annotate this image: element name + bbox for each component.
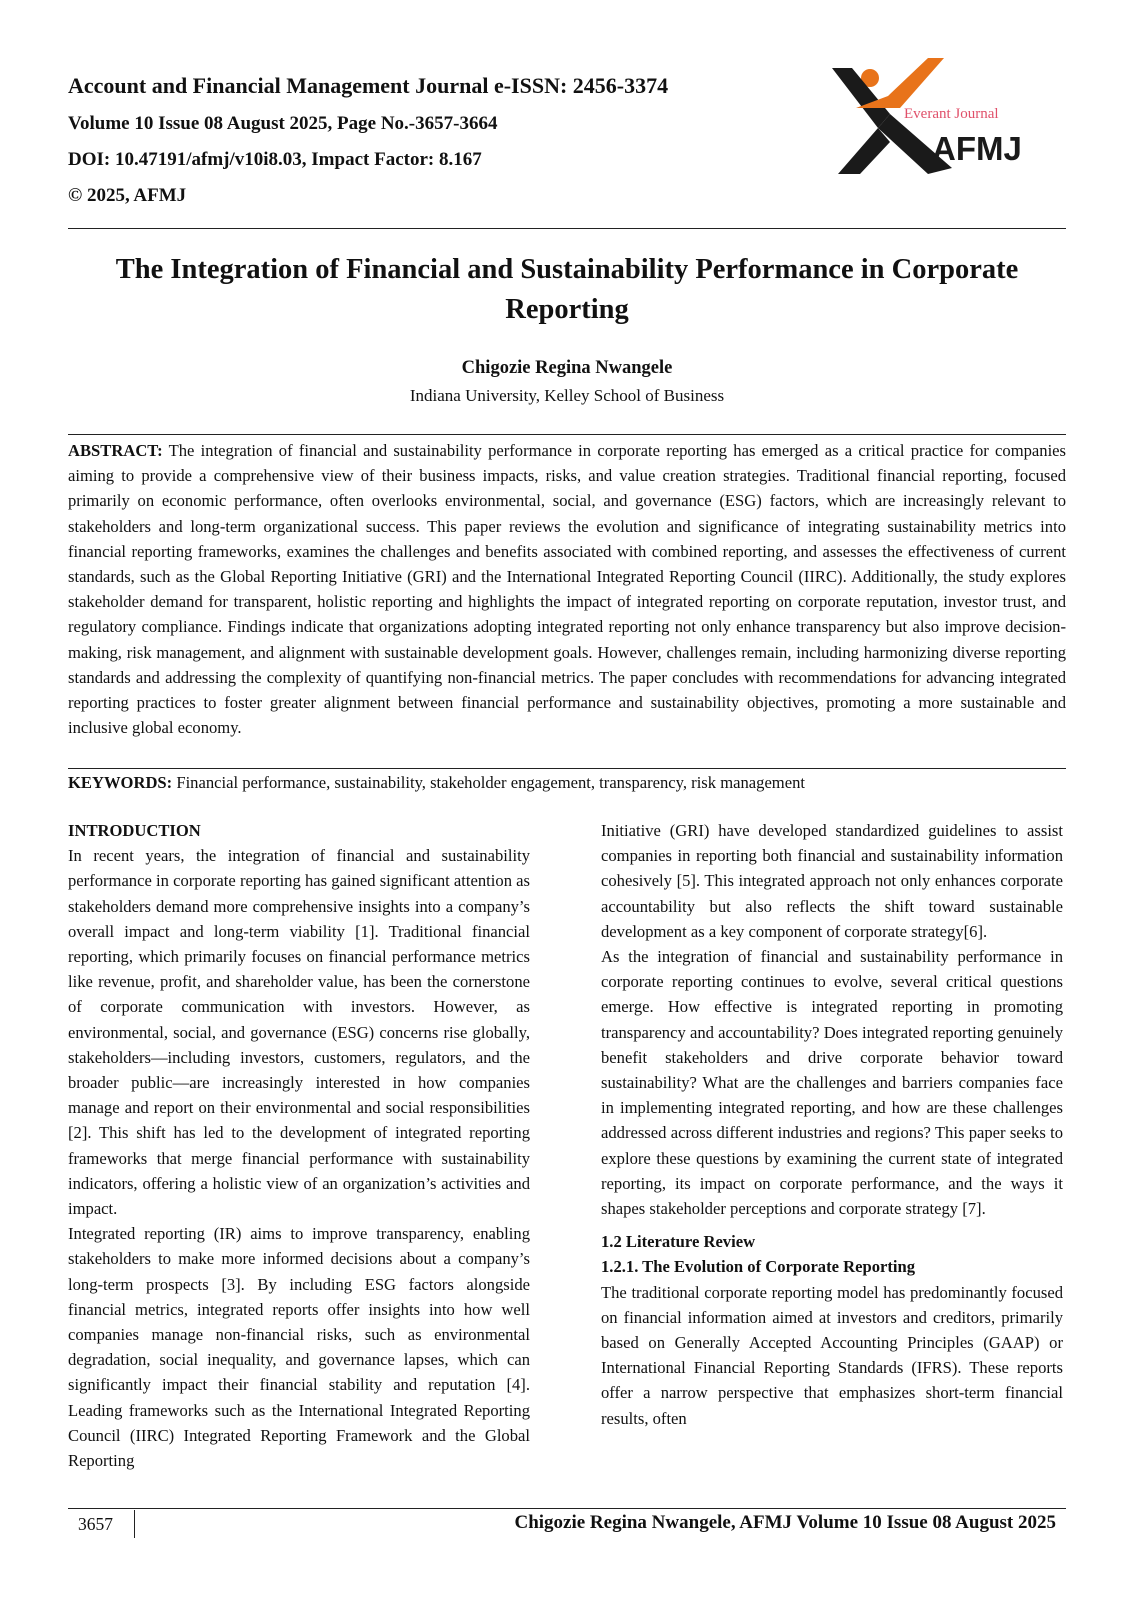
paper-title: The Integration of Financial and Sustainability Performance in Corporate Reporting	[115, 254, 1019, 325]
lit-paragraph-1: The traditional corporate reporting model has predominantly focused on financial information aimed at investors and creditors, primarily based on Generally Accepted Accounting Principles (GAAP) or International Financial Reporting Standards (IFRS). These reports offer a narrow perspective that emphasizes short-term financial results, often	[601, 1282, 1063, 1428]
afmj-logo	[832, 56, 1062, 206]
footer-separator	[134, 1510, 135, 1538]
literature-review-heading: 1.2 Literature Review	[601, 1232, 756, 1252]
evolution-subheading: 1.2.1. The Evolution of Corporate Reporting	[601, 1257, 916, 1277]
intro-paragraph-1: In recent years, the integration of financial and sustainability performance in corporate reporting has gained significant attention as stakeholders demand more comprehensive insights into a company’s overall impact and long-term viability [1]. Traditional financial reporting, which primarily focuses on financial performance metrics like revenue, profit, and shareholder value, has been the cornerstone of corporate communication with investors. However, as environmental, social, and governance (ESG) concerns rise globally, stakeholders—including investors, customers, regulators, and the broader public—are increasingly interested in how companies manage and report on their environmental and social responsibilities [2]. This shift has led to the development of integrated reporting frameworks that merge financial performance with sustainability indicators, offering a holistic view of an organization’s activities and impact.	[68, 846, 530, 1219]
volume-info: Volume 10 Issue 08 August 2025, Page No.-3657-3664	[68, 113, 498, 134]
author-name: Chigozie Regina Nwangele	[461, 358, 673, 378]
abstract-label: ABSTRACT:	[68, 441, 163, 460]
journal-name: Account and Financial Management Journal e-ISSN: 2456-3374	[68, 73, 669, 98]
left-column	[68, 818, 530, 1473]
footer-citation: Chigozie Regina Nwangele, AFMJ Volume 10 Issue 08 August 2025	[514, 1512, 1056, 1533]
doi-info: DOI: 10.47191/afmj/v10i8.03, Impact Factor: 8.167	[68, 149, 482, 170]
abstract-text: The integration of financial and sustainability performance in corporate reporting has emerged as a critical practice for companies aiming to provide a comprehensive view of their business impacts, risks, and value creation strategies. Traditional financial reporting, focused primarily on economic performance, often overlooks environmental, social, and governance (ESG) factors, which are increasingly relevant to stakeholders and long-term organizational success. This paper reviews the evolution and significance of integrating sustainability metrics into financial reporting frameworks, examines the challenges and benefits associated with combined reporting, and assesses the effectiveness of current standards, such as the Global Reporting Initiative (GRI) and the International Integrated Reporting Council (IIRC). Additionally, the study explores stakeholder demand for transparent, holistic reporting and highlights the impact of integrated reporting on corporate reputation, investor trust, and regulatory compliance. Findings indicate that organizations adopting integrated reporting not only enhance transparency but also improve decision-making, risk management, and alignment with sustainable development goals. However, challenges remain, including harmonizing diverse reporting standards and addressing the complexity of quantifying non-financial metrics. The paper concludes with recommendations for advancing integrated reporting practices to foster greater alignment between financial performance and sustainability objectives, promoting a more sustainable and inclusive global economy.	[68, 441, 1066, 738]
keywords-text: Financial performance, sustainability, stakeholder engagement, transparency, risk management	[176, 773, 805, 792]
page-number: 3657	[78, 1514, 113, 1534]
footer-divider	[68, 1508, 1066, 1509]
abstract-top-divider	[68, 434, 1066, 435]
intro-paragraph-4: As the integration of financial and sustainability performance in corporate reporting continues to evolve, several critical questions emerge. How effective is integrated reporting in promoting transparency and accountability? Does integrated reporting genuinely benefit stakeholders and drive corporate behavior toward sustainability? What are the challenges and barriers companies face in implementing integrated reporting, and how are these challenges addressed across different industries and regions? This paper seeks to explore these questions by examining the current state of integrated reporting, its impact on corporate performance, and the ways it shapes stakeholder perceptions and corporate strategy [7].	[601, 947, 1063, 1219]
intro-paragraph-2: Integrated reporting (IR) aims to improve transparency, enabling stakeholders to make more informed decisions about a company’s long-term prospects [3]. By including ESG factors alongside financial metrics, integrated reports offer insights into how well companies manage non-financial risks, such as environmental degradation, social inequality, and governance lapses, which can significantly impact their financial stability and reputation [4]. Leading frameworks such as the International Integrated Reporting Council (IIRC) Integrated Reporting Framework and the Global Reporting	[68, 1224, 530, 1471]
keywords	[68, 771, 1066, 795]
intro-paragraph-3: Initiative (GRI) have developed standardized guidelines to assist companies in reporting both financial and sustainability information cohesively [5]. This integrated approach not only enhances corporate accountability but also reflects the shift toward sustainable development as a key component of corporate strategy[6].	[601, 821, 1063, 941]
abstract	[68, 438, 1066, 740]
journal-header	[68, 66, 668, 214]
logo-acronym: AFMJ	[932, 130, 1022, 167]
logo-publisher: Everant Journal	[904, 106, 999, 122]
introduction-heading: INTRODUCTION	[68, 821, 201, 840]
keywords-label: KEYWORDS:	[68, 773, 173, 792]
author-affiliation: Indiana University, Kelley School of Business	[409, 386, 725, 405]
logo-stroke-left-bottom	[838, 128, 890, 174]
right-column	[601, 818, 1063, 1431]
abstract-bottom-divider	[68, 768, 1066, 769]
header-divider	[68, 228, 1066, 229]
copyright: © 2025, AFMJ	[68, 185, 187, 206]
logo-stroke-left-top	[832, 68, 890, 128]
